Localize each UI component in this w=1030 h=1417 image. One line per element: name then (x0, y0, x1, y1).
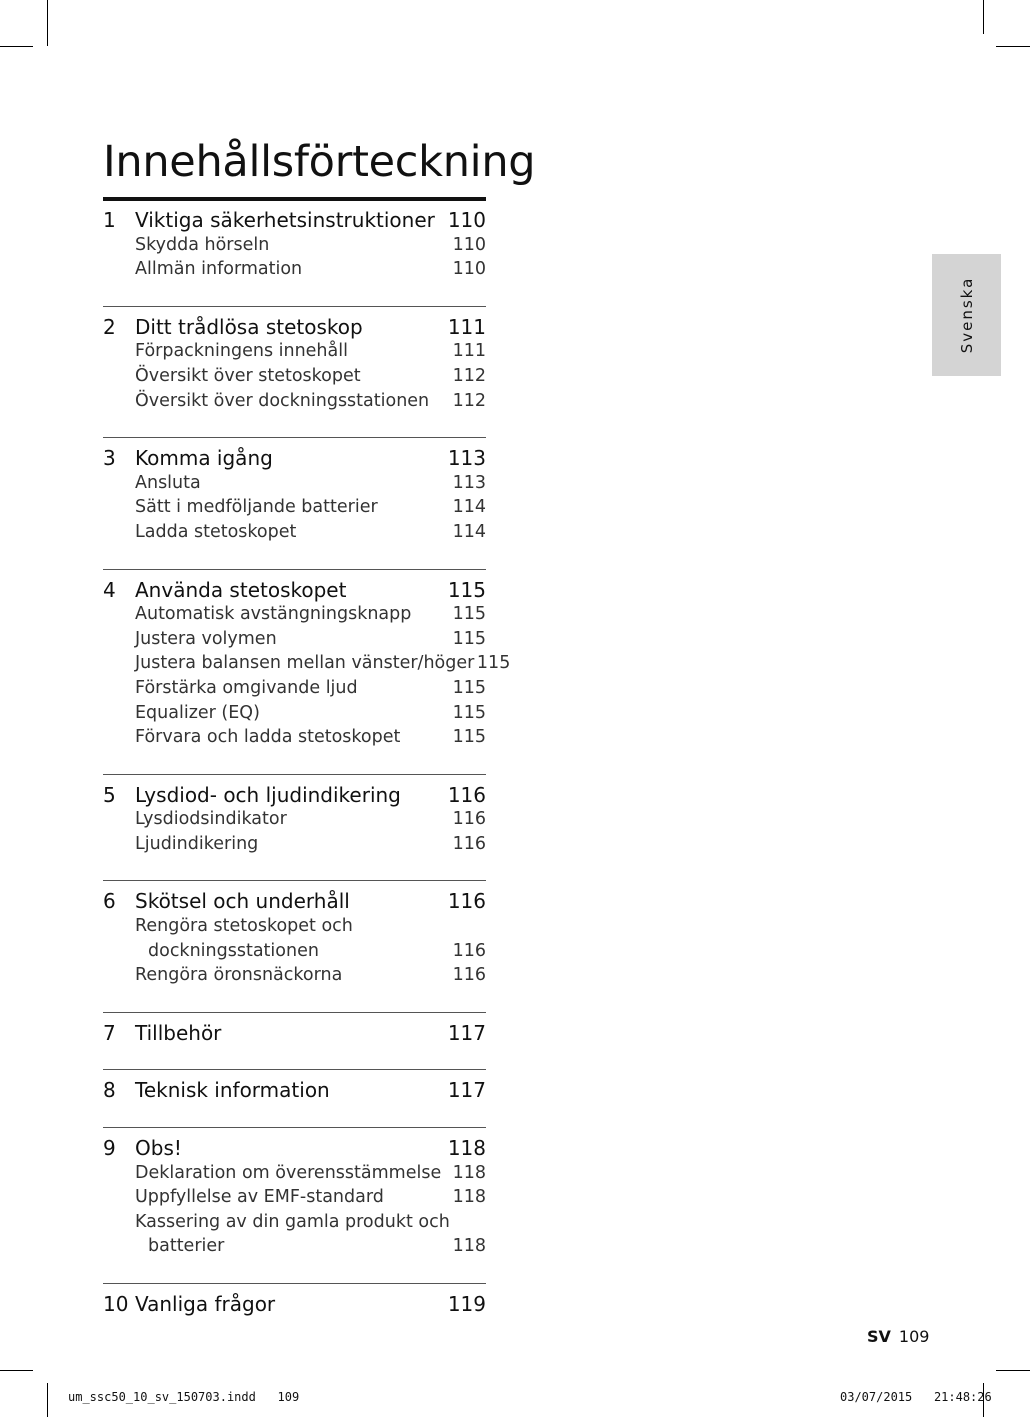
language-tab-label: Svenska (957, 276, 976, 354)
entry-page: 112 (452, 365, 486, 386)
toc-section (103, 569, 511, 774)
footer-lang: SV (867, 1327, 891, 1346)
chapter-page: 119 (447, 1292, 486, 1316)
entry-page: 116 (452, 940, 486, 961)
entry-page: 115 (452, 677, 486, 698)
toc-chapter-row[interactable] (103, 208, 486, 233)
entry-page: 113 (452, 472, 486, 493)
entry-title: Deklaration om överensstämmelse (135, 1162, 442, 1183)
slug-page: 109 (277, 1390, 300, 1404)
chapter-page: 116 (447, 889, 486, 914)
toc-entry-row[interactable] (103, 233, 486, 258)
entry-title: Ansluta (135, 472, 201, 493)
chapter-number: 8 (103, 1078, 116, 1103)
entry-page: 118 (452, 1236, 486, 1257)
chapter-number: 7 (103, 1020, 116, 1045)
entry-page: 118 (452, 1187, 486, 1208)
chapter-number: 2 (103, 314, 116, 339)
chapter-title: Tillbehör (135, 1020, 222, 1045)
entry-page: 116 (452, 809, 486, 830)
chapter-title: Lysdiod- och ljudindikering (135, 782, 401, 807)
entry-page: 116 (452, 833, 486, 854)
toc-chapter-row[interactable] (103, 1021, 486, 1046)
toc-entry-row[interactable] (103, 520, 486, 545)
toc-section (103, 1012, 486, 1070)
entry-page: 114 (452, 497, 486, 518)
chapter-number: 4 (103, 577, 116, 602)
toc-entry-row[interactable] (103, 1161, 486, 1186)
entry-title: Skydda hörseln (135, 234, 270, 255)
toc-entry-row[interactable] (103, 364, 486, 389)
chapter-number: 1 (103, 208, 116, 232)
slug-file (68, 1390, 299, 1404)
toc-entry-row[interactable] (103, 602, 486, 627)
toc-chapter-row[interactable] (103, 1078, 486, 1103)
toc-section (103, 880, 486, 1011)
entry-page: 115 (452, 604, 486, 625)
page-title: Innehållsförteckning (103, 136, 536, 187)
toc-entry-row[interactable] (103, 939, 486, 964)
language-tab (932, 254, 1001, 376)
toc-entry-row[interactable] (103, 1210, 486, 1235)
chapter-title: Skötsel och underhåll (135, 889, 350, 914)
toc-entry-row[interactable] (103, 651, 511, 676)
entry-title: Ladda stetoskopet (135, 521, 297, 542)
slug-filename: um_ssc50_10_sv_150703.indd (68, 1390, 256, 1404)
crop-mark (47, 0, 48, 46)
chapter-page: 111 (447, 314, 486, 339)
toc-entry-row[interactable] (103, 1185, 486, 1210)
entry-title: Allmän information (135, 259, 303, 280)
toc-section (103, 306, 486, 437)
toc-chapter-row[interactable] (103, 889, 486, 914)
crop-mark (996, 1370, 1030, 1371)
entry-page: 110 (452, 259, 486, 280)
chapter-page: 117 (447, 1020, 486, 1045)
entry-title: Rengöra stetoskopet och (135, 916, 353, 937)
toc-section (103, 201, 486, 306)
entry-title: Justera volymen (135, 628, 277, 649)
chapter-number: 9 (103, 1136, 116, 1161)
chapter-number: 10 (103, 1292, 129, 1316)
toc-entry-row[interactable] (103, 914, 486, 939)
toc-entry-row[interactable] (103, 963, 486, 988)
toc-entry-row[interactable] (103, 832, 486, 857)
chapter-page: 117 (447, 1078, 486, 1103)
entry-page: 114 (452, 521, 486, 542)
crop-mark (0, 46, 33, 47)
toc-entry-row[interactable] (103, 389, 486, 414)
chapter-page: 118 (447, 1136, 486, 1161)
entry-page: 111 (452, 341, 486, 362)
entry-title: batterier (148, 1236, 225, 1257)
chapter-title: Använda stetoskopet (135, 577, 347, 602)
crop-mark (983, 0, 984, 34)
entry-page: 116 (452, 965, 486, 986)
entry-title: Översikt över stetoskopet (135, 365, 361, 386)
chapter-page: 110 (447, 208, 486, 232)
slug-time: 21:48:26 (933, 1390, 992, 1404)
entry-page: 118 (452, 1162, 486, 1183)
entry-title: Sätt i medföljande batterier (135, 497, 378, 518)
entry-page: 115 (476, 653, 511, 674)
chapter-number: 6 (103, 889, 116, 914)
entry-title: Rengöra öronsnäckorna (135, 965, 343, 986)
toc-chapter-row[interactable] (103, 1136, 486, 1161)
chapter-page: 115 (447, 577, 486, 602)
entry-title: Ljudindikering (135, 833, 259, 854)
entry-title: Automatisk avstängningsknapp (135, 604, 412, 625)
toc-entry-row[interactable] (103, 725, 486, 750)
toc-entry-row[interactable] (103, 471, 486, 496)
chapter-number: 3 (103, 446, 116, 471)
entry-page: 115 (452, 628, 486, 649)
toc-section (103, 774, 486, 881)
entry-title: Lysdiodsindikator (135, 809, 287, 830)
toc-entry-row[interactable] (103, 339, 486, 364)
toc-chapter-row[interactable] (103, 783, 486, 808)
toc-entry-row[interactable] (103, 676, 486, 701)
crop-mark (996, 46, 1030, 47)
toc-entry-row[interactable] (103, 627, 486, 652)
entry-page: 115 (452, 727, 486, 748)
chapter-title: Ditt trådlösa stetoskop (135, 314, 363, 339)
chapter-page: 116 (447, 782, 486, 807)
toc-chapter-row[interactable] (103, 1292, 486, 1317)
toc-chapter-row[interactable] (103, 578, 486, 603)
toc-entry-row[interactable] (103, 495, 486, 520)
crop-mark (0, 1370, 33, 1371)
toc-section (103, 1283, 486, 1341)
entry-title: Översikt över dockningsstationen (135, 390, 430, 411)
slug-date: 03/07/2015 (840, 1390, 913, 1404)
toc-entry-row[interactable] (103, 257, 486, 282)
toc-section (103, 437, 486, 568)
toc-section (103, 1069, 486, 1127)
chapter-title: Komma igång (135, 446, 273, 471)
toc-section (103, 1127, 486, 1283)
toc-chapter-row[interactable] (103, 446, 486, 471)
toc-chapter-row[interactable] (103, 315, 486, 340)
entry-title: Equalizer (EQ) (135, 702, 260, 723)
footer-page-number (867, 1327, 929, 1346)
entry-title: Förvara och ladda stetoskopet (135, 727, 401, 748)
entry-title: Förstärka omgivande ljud (135, 677, 358, 698)
entry-title: Förpackningens innehåll (135, 341, 348, 362)
chapter-title: Obs! (135, 1136, 182, 1161)
entry-title: Uppfyllelse av EMF-standard (135, 1187, 384, 1208)
slug-datetime (840, 1390, 992, 1404)
entry-title: dockningsstationen (148, 940, 319, 961)
toc-entry-row[interactable] (103, 807, 486, 832)
chapter-title: Teknisk information (135, 1078, 330, 1103)
chapter-title: Vanliga frågor (135, 1292, 276, 1316)
footer-page: 109 (898, 1327, 930, 1346)
crop-mark (47, 1383, 48, 1417)
entry-title: Justera balansen mellan vänster/höger (135, 653, 475, 674)
entry-title: Kassering av din gamla produkt och (135, 1211, 450, 1232)
table-of-contents (103, 197, 511, 1341)
entry-page: 115 (452, 702, 486, 723)
chapter-number: 5 (103, 782, 116, 807)
entry-page: 112 (452, 390, 486, 411)
chapter-page: 113 (447, 446, 486, 471)
chapter-title: Viktiga säkerhetsinstruktioner (135, 208, 435, 232)
entry-page: 110 (452, 234, 486, 255)
toc-entry-row[interactable] (103, 1234, 486, 1259)
toc-entry-row[interactable] (103, 701, 486, 726)
